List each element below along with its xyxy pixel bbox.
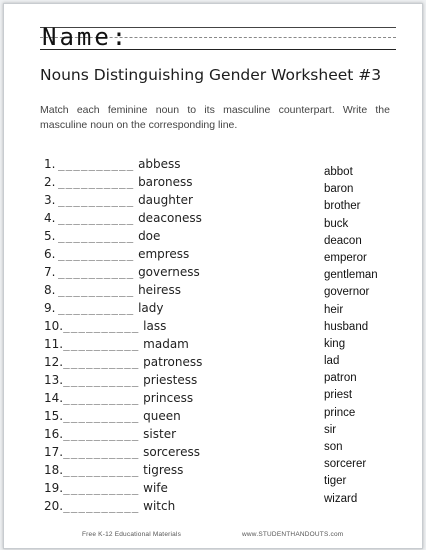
- feminine-noun: empress: [138, 247, 190, 261]
- masculine-noun: sir: [324, 423, 337, 436]
- item-number: 14.: [44, 391, 64, 405]
- answer-blank[interactable]: __________: [63, 374, 140, 387]
- masculine-noun: heir: [324, 303, 344, 316]
- answer-blank[interactable]: __________: [63, 356, 140, 369]
- item-number: 5.: [44, 229, 56, 243]
- list-item: [44, 245, 284, 263]
- answer-blank[interactable]: __________: [63, 338, 140, 351]
- list-item: [44, 389, 284, 407]
- name-field[interactable]: [40, 22, 396, 52]
- answer-blank[interactable]: __________: [58, 266, 135, 279]
- masculine-noun: gentleman: [324, 269, 378, 282]
- feminine-noun: heiress: [138, 283, 181, 297]
- answer-blank[interactable]: __________: [63, 392, 140, 405]
- masculine-word-bank: [324, 164, 404, 508]
- feminine-noun-list: [44, 155, 284, 515]
- footer-left: Free K-12 Educational Materials: [82, 531, 182, 538]
- masculine-noun: patron: [324, 372, 357, 385]
- list-item: [44, 425, 284, 443]
- feminine-noun: tigress: [143, 463, 184, 477]
- item-number: 4.: [44, 211, 56, 225]
- answer-blank[interactable]: __________: [63, 464, 140, 477]
- list-item: [44, 407, 284, 425]
- answer-blank[interactable]: __________: [58, 248, 135, 261]
- item-number: 3.: [44, 193, 56, 207]
- feminine-noun: baroness: [138, 175, 193, 189]
- feminine-noun: wife: [143, 481, 168, 495]
- item-number: 2.: [44, 175, 56, 189]
- feminine-noun: doe: [138, 229, 161, 243]
- masculine-noun: wizard: [324, 492, 358, 505]
- list-item: [44, 299, 284, 317]
- feminine-noun: governess: [138, 265, 200, 279]
- list-item: [44, 173, 284, 191]
- list-item: [44, 263, 284, 281]
- answer-blank[interactable]: __________: [58, 212, 135, 225]
- item-number: 13.: [44, 373, 64, 387]
- answer-blank[interactable]: __________: [63, 320, 140, 333]
- item-number: 6.: [44, 247, 56, 261]
- feminine-noun: lass: [143, 319, 167, 333]
- item-number: 11.: [44, 337, 64, 351]
- feminine-noun: abbess: [138, 157, 181, 171]
- item-number: 9.: [44, 301, 56, 315]
- item-number: 1.: [44, 157, 56, 171]
- masculine-noun: brother: [324, 200, 361, 213]
- feminine-noun: daughter: [138, 193, 193, 207]
- item-number: 19.: [44, 481, 64, 495]
- masculine-noun: prince: [324, 406, 356, 419]
- feminine-noun: madam: [143, 337, 189, 351]
- list-item: [44, 353, 284, 371]
- list-item: [44, 497, 284, 515]
- masculine-noun: deacon: [324, 234, 362, 247]
- masculine-noun: priest: [324, 389, 353, 402]
- answer-blank[interactable]: __________: [58, 158, 135, 171]
- item-number: 10.: [44, 319, 64, 333]
- answer-blank[interactable]: __________: [63, 428, 140, 441]
- answer-blank[interactable]: __________: [63, 446, 140, 459]
- masculine-noun: lad: [324, 355, 340, 368]
- masculine-noun: husband: [324, 320, 369, 333]
- list-item: [44, 335, 284, 353]
- feminine-noun: patroness: [143, 355, 203, 369]
- masculine-noun: son: [324, 441, 343, 453]
- list-item: [44, 443, 284, 461]
- list-item: [44, 227, 284, 245]
- worksheet-page: [3, 3, 423, 549]
- footer-website[interactable]: www.STUDENTHANDOUTS.com: [242, 531, 344, 538]
- list-item: [44, 461, 284, 479]
- item-number: 7.: [44, 265, 56, 279]
- answer-blank[interactable]: __________: [58, 176, 135, 189]
- item-number: 18.: [44, 463, 64, 477]
- feminine-noun: deaconess: [138, 211, 202, 225]
- list-item: [44, 191, 284, 209]
- feminine-noun: priestess: [143, 373, 198, 387]
- feminine-noun: queen: [143, 409, 181, 423]
- masculine-noun: sorcerer: [324, 458, 367, 471]
- list-item: [44, 281, 284, 299]
- feminine-noun: sister: [143, 427, 177, 441]
- name-label: Name:: [42, 23, 130, 51]
- item-number: 20.: [44, 499, 64, 513]
- feminine-noun: lady: [138, 301, 164, 315]
- masculine-noun: governor: [324, 286, 370, 299]
- answer-blank[interactable]: __________: [58, 230, 135, 243]
- item-number: 12.: [44, 355, 64, 369]
- page-title: Nouns Distinguishing Gender Worksheet #3: [40, 66, 382, 84]
- answer-blank[interactable]: __________: [63, 482, 140, 495]
- item-number: 8.: [44, 283, 56, 297]
- list-item: [44, 479, 284, 497]
- item-number: 15.: [44, 409, 64, 423]
- list-item: [44, 155, 284, 173]
- feminine-noun: sorceress: [143, 445, 200, 459]
- answer-blank[interactable]: __________: [63, 410, 140, 423]
- instructions: Match each feminine noun to its masculine counterpart. Write the masculine noun on the corresponding line.: [40, 104, 390, 131]
- masculine-noun: emperor: [324, 251, 367, 264]
- answer-blank[interactable]: __________: [63, 500, 140, 513]
- masculine-noun: buck: [324, 217, 349, 230]
- answer-blank[interactable]: __________: [58, 302, 135, 315]
- masculine-noun: tiger: [324, 475, 347, 488]
- feminine-noun: princess: [143, 391, 194, 405]
- masculine-noun: baron: [324, 183, 354, 196]
- item-number: 17.: [44, 445, 64, 459]
- answer-blank[interactable]: __________: [58, 284, 135, 297]
- answer-blank[interactable]: __________: [58, 194, 135, 207]
- masculine-noun: king: [324, 337, 346, 350]
- list-item: [44, 317, 284, 335]
- item-number: 16.: [44, 427, 64, 441]
- list-item: [44, 209, 284, 227]
- list-item: [44, 371, 284, 389]
- masculine-noun: abbot: [324, 166, 353, 178]
- feminine-noun: witch: [143, 499, 176, 513]
